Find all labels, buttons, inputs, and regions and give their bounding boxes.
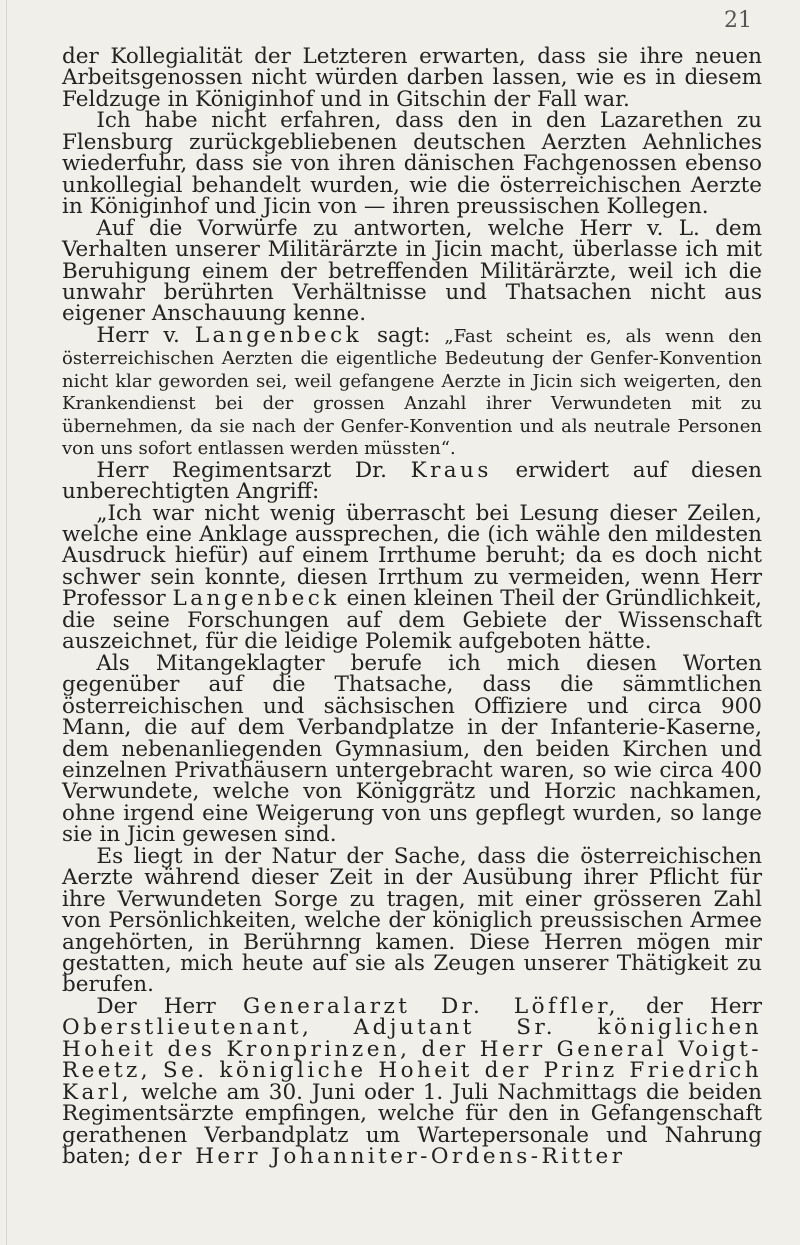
paragraph-9-e: welche am 30. Juni oder 1. Juli Nachmittags die beiden Regimentsärzte empfingen, welche für den in Gefangenschaft gerathenen Verbandplatz um Wartepersonale und Nahrung baten;	[62, 1079, 762, 1170]
paragraph-3: Auf die Vorwürfe zu antworten, welche Herr v. L. dem Verhalten unserer Militärärzte in Jicin macht, überlasse ich mit Beruhigung einem der betreffenden Militärärzte, weil ich die unwahr berührten Verhältnisse und Thatsachen nicht aus eigener Anschauung kenne.	[62, 215, 762, 327]
paragraph-9-f: der Herr Johanniter-Ordens-Ritter	[137, 1144, 626, 1170]
body-text	[62, 46, 762, 1168]
page-number: 21	[724, 8, 752, 33]
paragraph-5-lead: Herr Regimentsarzt Dr.	[96, 457, 411, 483]
paragraph-5-tail: erwidert auf diesen unberechtigten Angriff:	[62, 457, 762, 505]
paragraph-4-verb: sagt:	[362, 322, 431, 348]
paragraph-4-lead: Herr v.	[96, 322, 195, 348]
person-name-kraus: Kraus	[410, 457, 492, 483]
paragraph-6	[62, 500, 762, 655]
paragraph-1: der Kollegialität der Letzteren erwarten, dass sie ihre neuen Arbeitsgenossen nicht würden darben lassen, wie es in diesem Feldzuge in Königinhof und in Gitschin der Fall war.	[62, 44, 762, 112]
paragraph-8: Es liegt in der Natur der Sache, dass die österreichischen Aerzte während dieser Zeit in der Ausübung ihrer Pflicht für ihre Verwundeten Sorge zu tragen, mit einer grösseren Zahl von Persönlichkeiten, welche der königlich preussischen Armee angehörten, in Berührnng kamen. Diese Herren mögen mir gestatten, mich heute auf sie als Zeugen unserer Thätigkeit zu berufen.	[62, 843, 762, 998]
paragraph-9-d: Oberstlieutenant, Adjutant Sr. königlichen Hoheit des Kronprinzen, der Herr General Voigt-Reetz, Se. königliche Hoheit der Prinz Friedrich Karl,	[62, 1015, 762, 1105]
paragraph-7: Als Mitangeklagter berufe ich mich diesen Worten gegenüber auf die Thatsache, dass die sämmtlichen österreichischen und sächsischen Offiziere und circa 900 Mann, die auf dem Verbandplatze in der Infanterie-Kaserne, dem nebenanliegenden Gymnasium, den beiden Kirchen und einzelnen Privathäusern untergebracht waren, so wie circa 400 Verwundete, welche von Königgrätz und Horzic nachkamen, ohne irgend eine Weigerung von uns gepflegt wurden, so lange sie in Jicin gewesen sind.	[62, 650, 762, 848]
page-edge-shadow	[6, 0, 7, 1245]
langenbeck-quote: „Fast scheint es, als wenn den österreichischen Aerzten die eigentliche Bedeutung der Genfer-Konvention nicht klar geworden sei, weil gefangene Aerzte in Jicin sich weigerten, den Krankendienst bei der grossen Anzahl ihrer Verwundeten mit zu übernehmen, da sie nach der Genfer-Konvention und als neutrale Personen von uns sofort entlassen werden müssten“.	[62, 325, 762, 460]
paragraph-9-c: der Herr	[618, 993, 762, 1019]
paragraph-9-b: Generalarzt Dr. Löffler,	[243, 993, 619, 1019]
paragraph-9	[62, 993, 762, 1170]
paragraph-5	[62, 457, 762, 505]
paragraph-4-intro	[62, 322, 762, 460]
person-name-langenbeck-2: Langenbeck	[172, 586, 340, 612]
paragraph-9-a: Der Herr	[96, 993, 243, 1019]
person-name-langenbeck: Langenbeck	[194, 322, 363, 348]
paragraph-6-part2: einen kleinen Theil der Gründlichkeit, die seine Forschungen auf dem Gebiete der Wissenschaft auszeichnet, für die leidige Polemik aufgeboten hätte.	[62, 586, 762, 655]
paragraph-2: Ich habe nicht erfahren, dass den in den Lazarethen zu Flensburg zurückgebliebenen deutschen Aerzten Aehnliches wiederfuhr, dass sie von ihren dänischen Fachgenossen ebenso unkollegial behandelt wurden, wie die österreichischen Aerzte in Königinhof und Jicin von — ihren preussischen Kollegen.	[62, 108, 762, 220]
paragraph-6-part1: „Ich war nicht wenig überrascht bei Lesung dieser Zeilen, welche eine Anklage aussprechen, die (ich wähle den mildesten Ausdruck hiefür) auf einem Irrthume beruht; da es doch nicht schwer sein konnte, diesen Irrthum zu vermeiden, wenn Herr Professor	[62, 500, 762, 612]
